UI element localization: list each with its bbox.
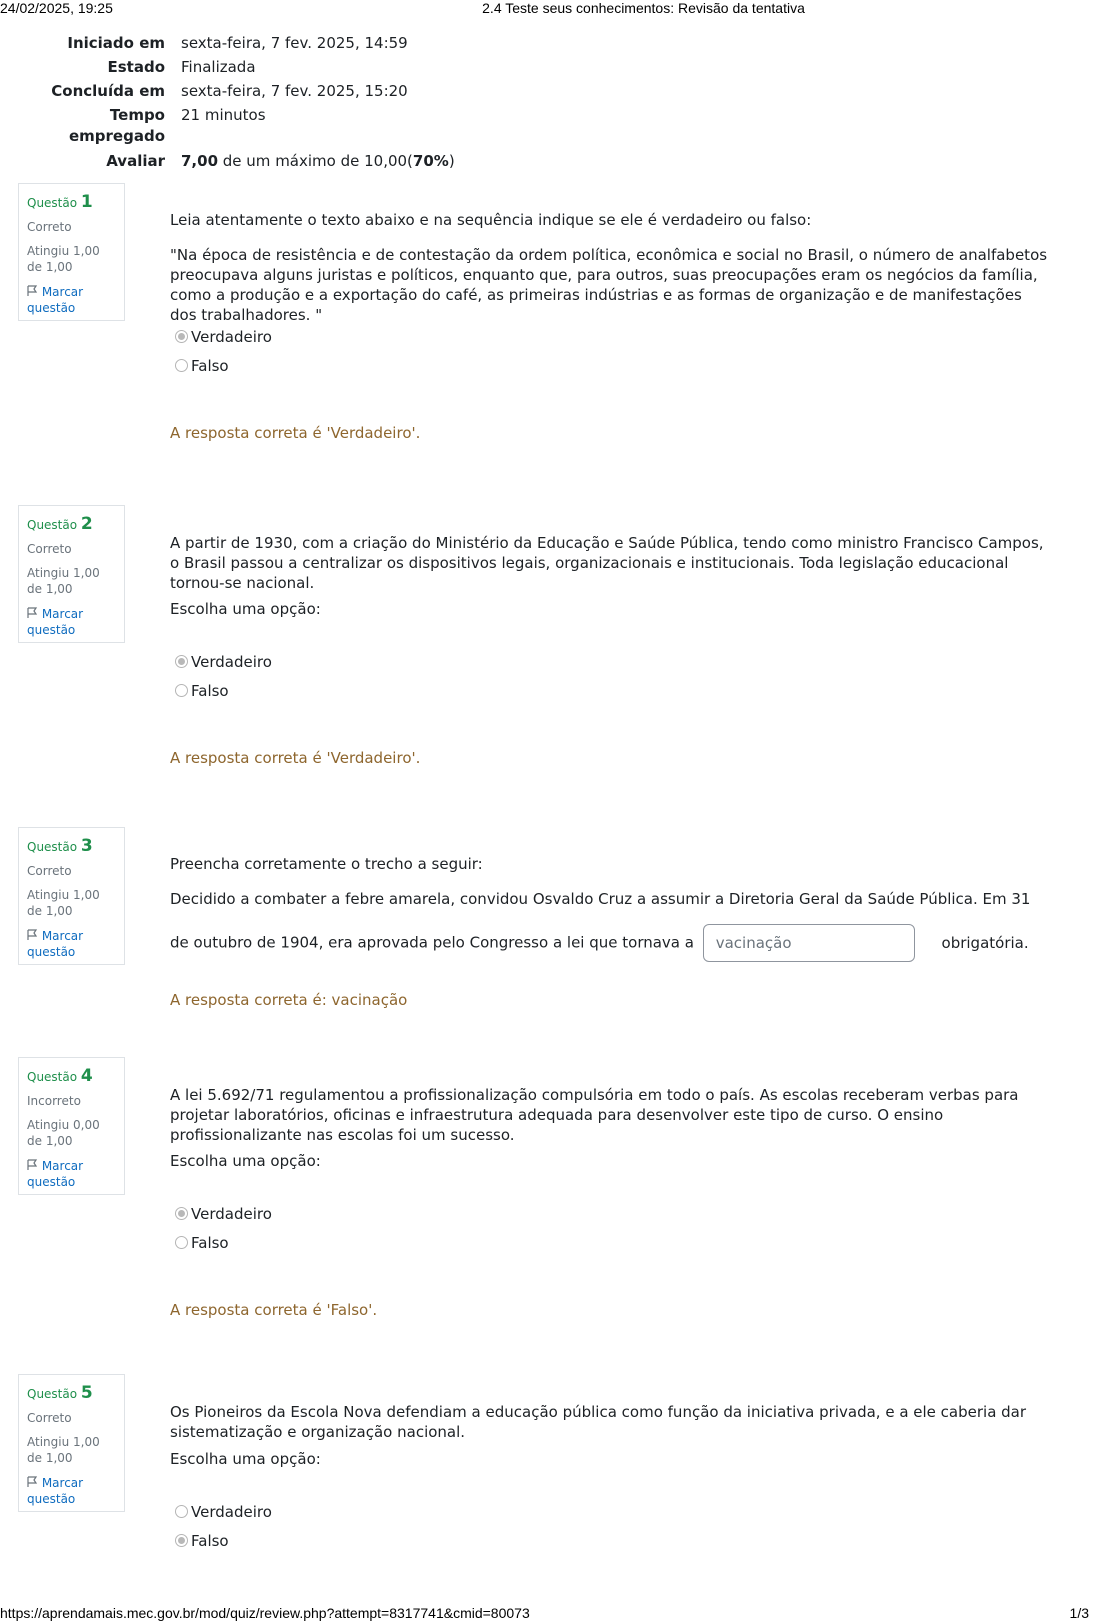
question-intro: Preencha corretamente o trecho a seguir: [170,855,483,873]
flag-icon [27,607,38,619]
option-label: Verdadeiro [191,328,272,346]
option-false[interactable] [175,681,229,701]
question-text [170,518,1050,608]
question-label: Questão [27,196,78,210]
print-page-number: 1/3 [1069,1605,1089,1621]
flag-icon [27,1159,38,1171]
attempt-summary [0,33,700,175]
question-number [27,514,116,534]
flag-label: Marcar questão [27,1476,84,1506]
question-grade: Atingiu 1,00 de 1,00 [27,566,100,596]
question-body: A lei 5.692/71 regulamentou a profissionalização compulsória em todo o país. As escolas receberam verbas para projetar laboratórios, oficinas e infraestrutura adequada para desenvolver este tipo de curso. O ensino profissionalizante nas escolas foi um sucesso. [170,1086,1019,1144]
question-number-value: 2 [80,514,93,534]
question-info [18,1057,125,1195]
summary-value: Finalizada [181,58,256,76]
question-body: Os Pioneiros da Escola Nova defendiam a educação pública como função da iniciativa privada, e a ele caberia dar sistematização e organização nacional. [170,1403,1027,1441]
question-grade: Atingiu 1,00 de 1,00 [27,1435,100,1465]
summary-label [45,105,165,147]
summary-started [0,33,700,57]
choose-option-prompt: Escolha uma opção: [170,1152,321,1170]
question-text [170,1387,1050,1457]
answer-input[interactable]: vacinação [703,924,915,962]
question-info [18,505,125,643]
question-state: Correto [27,1411,72,1425]
flag-question-link[interactable] [27,928,116,960]
summary-state [0,57,700,81]
option-true[interactable] [175,652,272,672]
radio-icon[interactable] [175,359,188,372]
flag-icon [27,1476,38,1488]
question-body: Decidido a combater a febre amarela, convidou Osvaldo Cruz a assumir a Diretoria Geral da Saúde Pública. Em 31 [170,890,1031,908]
radio-checked-icon[interactable] [175,655,188,668]
summary-label-line: Tempo [109,106,165,124]
option-label: Falso [191,357,229,375]
option-label: Falso [191,1234,229,1252]
summary-value: sexta-feira, 7 fev. 2025, 15:20 [181,82,408,100]
summary-value: sexta-feira, 7 fev. 2025, 14:59 [181,34,408,52]
radio-icon[interactable] [175,684,188,697]
summary-value: 21 minutos [181,106,266,124]
flag-label: Marcar questão [27,1159,84,1189]
question-state: Correto [27,542,72,556]
option-false[interactable] [175,1531,229,1551]
flag-question-link[interactable] [27,284,116,316]
print-title: 2.4 Teste seus conhecimentos: Revisão da tentativa [482,0,805,16]
question-state: Incorreto [27,1094,81,1108]
question-number-value: 4 [80,1066,93,1086]
radio-icon[interactable] [175,1236,188,1249]
question-state: Correto [27,864,72,878]
summary-value [181,151,455,172]
grade-percent: 70% [412,152,449,170]
flag-icon [27,285,38,297]
grade-text: de um máximo de 10,00( [218,152,413,170]
flag-question-link[interactable] [27,606,116,638]
summary-completed [0,81,700,105]
print-footer [0,1605,1097,1623]
option-label: Verdadeiro [191,1503,272,1521]
question-body: "Na época de resistência e de contestação da ordem política, econômica e social no Brasil, o número de analfabetos preocupava alguns juristas e políticos, enquanto que, para outros, suas preocupações eram os negócios da família, como a produção e a exportação do café, as primeiras indústrias e as formas de organização e de manifestações dos trabalhadores. " [170,246,1048,324]
question-text [170,195,1050,340]
radio-checked-icon[interactable] [175,1207,188,1220]
question-label: Questão [27,840,78,854]
option-true[interactable] [175,1502,272,1522]
option-label: Verdadeiro [191,653,272,671]
print-header [0,0,1097,18]
summary-label: Avaliar [106,152,165,170]
right-answer-feedback: A resposta correta é 'Verdadeiro'. [170,749,421,767]
question-number-value: 1 [80,192,93,212]
choose-option-prompt: Escolha uma opção: [170,600,321,618]
right-answer-feedback: A resposta correta é 'Falso'. [170,1301,378,1319]
summary-label-line: empregado [68,127,165,145]
question-label: Questão [27,1070,78,1084]
question-text [170,1070,1050,1160]
option-label: Falso [191,1532,229,1550]
summary-label: Estado [107,58,165,76]
question-label: Questão [27,518,78,532]
question-state: Correto [27,220,72,234]
question-text [170,839,1050,977]
question-label: Questão [27,1387,78,1401]
choose-option-prompt: Escolha uma opção: [170,1450,321,1468]
print-datetime: 24/02/2025, 19:25 [0,0,113,16]
question-number [27,1066,116,1086]
flag-label: Marcar questão [27,929,84,959]
flag-question-link[interactable] [27,1475,116,1507]
question-text-before: de outubro de 1904, era aprovada pelo Congresso a lei que tornava a [170,933,694,952]
radio-icon[interactable] [175,1505,188,1518]
flag-label: Marcar questão [27,607,84,637]
flag-label: Marcar questão [27,285,84,315]
question-fill-line [170,924,1050,962]
flag-question-link[interactable] [27,1158,116,1190]
question-grade: Atingiu 1,00 de 1,00 [27,244,100,274]
option-label: Verdadeiro [191,1205,272,1223]
print-url: https://aprendamais.mec.gov.br/mod/quiz/review.php?attempt=8317741&cmid=80073 [0,1605,530,1621]
summary-time [0,105,700,151]
option-false[interactable] [175,356,229,376]
flag-icon [27,929,38,941]
option-true[interactable] [175,1204,272,1224]
right-answer-feedback: A resposta correta é: vacinação [170,991,408,1009]
question-body: A partir de 1930, com a criação do Ministério da Educação e Saúde Pública, tendo como ministro Francisco Campos, o Brasil passou a centralizar os dispositivos legais, organizacionais e institucionais. Toda legislação educacional tornou-se nacional. [170,534,1044,592]
question-intro: Leia atentamente o texto abaixo e na sequência indique se ele é verdadeiro ou falso: [170,211,812,229]
question-number-value: 3 [80,836,93,856]
question-text-after: obrigatória. [941,933,1029,952]
question-grade: Atingiu 1,00 de 1,00 [27,888,100,918]
radio-checked-icon[interactable] [175,330,188,343]
option-true[interactable] [175,327,272,347]
summary-label: Concluída em [51,82,165,100]
grade-score: 7,00 [181,152,219,170]
question-number [27,836,116,856]
grade-text: ) [448,152,455,170]
option-false[interactable] [175,1233,229,1253]
question-number [27,1383,116,1403]
right-answer-feedback: A resposta correta é 'Verdadeiro'. [170,424,421,442]
radio-checked-icon[interactable] [175,1534,188,1547]
option-label: Falso [191,682,229,700]
summary-label: Iniciado em [67,34,165,52]
question-info [18,827,125,965]
question-info [18,183,125,321]
question-info [18,1374,125,1512]
summary-grade [0,151,700,175]
question-number-value: 5 [80,1383,93,1403]
question-grade: Atingiu 0,00 de 1,00 [27,1118,100,1148]
question-number [27,192,116,212]
